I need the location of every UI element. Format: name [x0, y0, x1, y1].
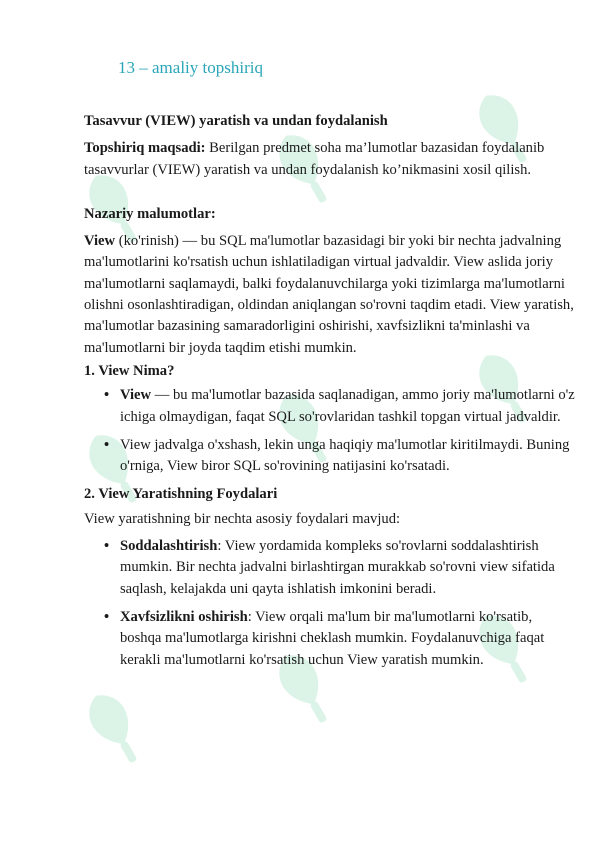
theory-heading: Nazariy malumotlar: [84, 205, 216, 222]
section1-heading: 1. View Nima? [84, 362, 175, 379]
item-term: View [120, 387, 152, 404]
goal-text: Berilgan predmet soha ma’lumotlar bazasidan foydalanib tasavvurlar (VIEW) yaratish va undan foydalanish ko’nikmasini xosil qilish. [84, 140, 545, 178]
item-text: — bu ma'lumotlar bazasida saqlanadigan, ammo joriy ma'lumotlarni o'z ichiga olmaydigan, faqat SQL so'rovlaridan tashkil topgan virtual jadvaldir. [120, 387, 575, 425]
item-text: View jadvalga o'xshash, lekin unga haqiqiy ma'lumotlar kiritilmaydi. Buning o'rniga, View biror SQL so'rovining natijasini ko'rsatadi. [120, 436, 570, 475]
section2-heading: 2. View Yaratishning Foydalari [84, 486, 278, 503]
list-item [84, 385, 576, 428]
topic-heading: Tasavvur (VIEW) yaratish va undan foydalanish [84, 113, 388, 129]
section2-list [84, 536, 576, 671]
document-body [84, 58, 576, 678]
page-title: 13 – amaliy topshiriq [118, 58, 263, 77]
list-item [84, 607, 576, 671]
item-text: : View orqali ma'lum bir ma'lumotlarni ko'rsatib, boshqa ma'lumotlarga kirishni cheklash mumkin. Foydalanuvchiga faqat kerakli ma'lumotlarni ko'rsatish uchun View yaratish mumkin. [120, 608, 545, 668]
section2-intro: View yaratishning bir nechta asosiy foydalari mavjud: [84, 510, 401, 527]
theory-term: View [84, 233, 116, 250]
item-term: Xavfsizlikni oshirish [120, 608, 248, 625]
list-item [84, 435, 576, 478]
bullet-icon: • [104, 608, 110, 625]
bullet-icon: • [104, 436, 110, 453]
section1-list [84, 385, 576, 477]
list-item [84, 536, 576, 600]
goal-paragraph [84, 138, 576, 181]
bullet-icon: • [104, 387, 110, 404]
bullet-icon: • [104, 538, 110, 555]
item-term: Soddalashtirish [120, 538, 218, 555]
goal-label: Topshiriq maqsadi: [84, 140, 206, 157]
theory-text: (ko'rinish) — bu SQL ma'lumotlar bazasidagi bir yoki bir nechta jadvalning ma'lumotlarini ko'rsatish uchun ishlatiladigan virtual jadvaldir. View aslida joriy ma'lumotlarni saqlamaydi, balki foydalanuvchilarga yoki tizimlarga ma'lumotlarni olishni osonlashtiradigan, oldindan aniqlangan so'rovni taqdim etadi. View yaratish, ma'lumotlar bazasining samaradorligini oshirishi, xavfsizlikni ta'minlashi va ma'lumotlarni bir joyda taqdim etishi mumkin. [84, 233, 574, 356]
theory-paragraph [84, 231, 576, 359]
item-text: : View yordamida kompleks so'rovlarni soddalashtirish mumkin. Bir nechta jadvalni birlashtirgan murakkab so'rovni view sifatida saqlash, kelajakda uni qayta ishlatish imkonini beradi. [120, 538, 555, 597]
